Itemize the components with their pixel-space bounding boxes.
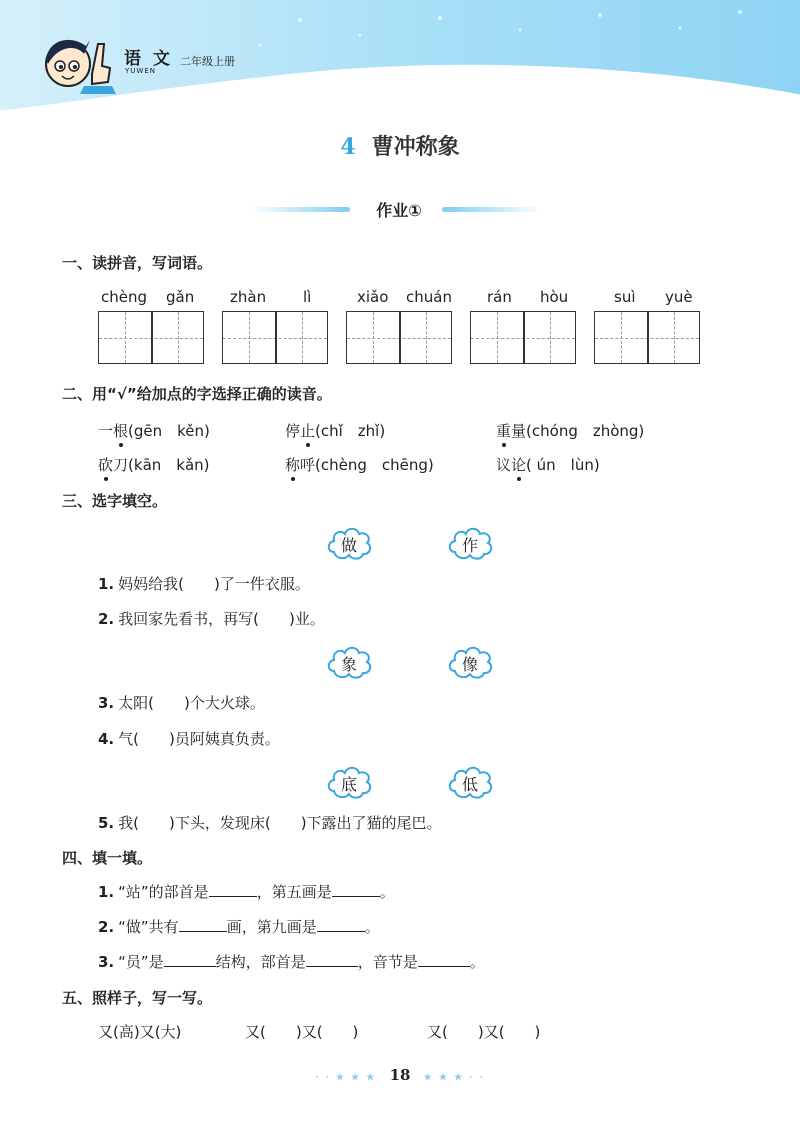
answer-blank[interactable] (317, 930, 365, 932)
answer-blank[interactable] (164, 965, 216, 967)
fill-question-3[interactable]: 3. 太阳( )个大火球。 (98, 694, 265, 712)
answer-blank[interactable] (179, 930, 227, 932)
cloud-char-3b: 低 (447, 763, 493, 801)
cloud-char-2b: 像 (447, 643, 493, 681)
subject-label: 语 文 (124, 49, 173, 69)
fill-question-4[interactable]: 4. 气( )员阿姨真负责。 (98, 730, 280, 748)
writing-box-2[interactable] (222, 311, 328, 364)
reading-item-3[interactable]: 重量(chóng zhòng) (496, 422, 645, 440)
pinyin-5a: suì (614, 288, 636, 306)
star-decoration-right-icon: ★ ★ ★ · · (423, 1073, 485, 1083)
section5-title: 五、照样子，写一写。 (62, 989, 213, 1007)
section2-title: 二、用“√”给加点的字选择正确的读音。 (62, 385, 332, 403)
section1-title: 一、读拼音，写词语。 (62, 254, 213, 272)
writing-box-5[interactable] (594, 311, 700, 364)
answer-blank[interactable] (332, 895, 380, 897)
fill-question-1[interactable]: 1. 妈妈给我( )了一件衣服。 (98, 575, 310, 593)
homework-bar-left (250, 207, 350, 212)
fill-question-5[interactable]: 5. 我( )下头，发现床( )下露出了猫的尾巴。 (98, 814, 442, 832)
phrase-blank-2[interactable]: 又( )又( ) (427, 1023, 541, 1041)
writing-box-1[interactable] (98, 311, 204, 364)
pinyin-3b: chuán (406, 288, 452, 306)
writing-box-3[interactable] (346, 311, 452, 364)
reading-item-6[interactable]: 议论( ún lùn) (496, 456, 600, 474)
homework-header (250, 198, 550, 222)
lesson-name: 曹冲称象 (371, 135, 460, 160)
subject-pinyin: YUWEN (125, 67, 156, 75)
page-footer (0, 1066, 800, 1084)
pinyin-5b: yuè (665, 288, 693, 306)
pinyin-1b: gǎn (166, 288, 195, 306)
cloud-char-3a: 底 (326, 763, 372, 801)
lesson-number: 4 (340, 134, 356, 160)
reading-item-5[interactable]: 称呼(chèng chēng) (285, 456, 434, 474)
answer-blank[interactable] (306, 965, 358, 967)
blank-question-3[interactable]: 3. “员”是 结构，部首是 ，音节是 。 (98, 953, 485, 971)
fill-question-2[interactable]: 2. 我回家先看书，再写( )业。 (98, 610, 325, 628)
reading-item-2[interactable]: 停止(chǐ zhǐ) (285, 422, 386, 440)
section4-title: 四、填一填。 (62, 849, 153, 867)
homework-bar-right (442, 207, 542, 212)
cloud-char-2a: 象 (326, 643, 372, 681)
pinyin-4a: rán (487, 288, 512, 306)
page-number: 18 (389, 1066, 411, 1084)
lesson-title (0, 130, 800, 161)
pinyin-2a: zhàn (230, 288, 267, 306)
star-decoration-left-icon: · · ★ ★ ★ (315, 1073, 377, 1083)
pinyin-4b: hòu (540, 288, 569, 306)
pinyin-2b: lì (303, 288, 312, 306)
grade-label: 二年级上册 (180, 55, 235, 68)
writing-box-4[interactable] (470, 311, 576, 364)
pinyin-3a: xiǎo (357, 288, 389, 306)
pinyin-1a: chèng (101, 288, 148, 306)
homework-title: 作业① (376, 201, 422, 220)
cloud-char-1b: 作 (447, 524, 493, 562)
answer-blank[interactable] (418, 965, 470, 967)
section3-title: 三、选字填空。 (62, 492, 168, 510)
phrase-blank-1[interactable]: 又( )又( ) (245, 1023, 359, 1041)
answer-blank[interactable] (209, 895, 257, 897)
example-phrase: 又(高)又(大) (98, 1023, 182, 1041)
reading-item-4[interactable]: 砍刀(kān kǎn) (98, 456, 210, 474)
cloud-char-1a: 做 (326, 524, 372, 562)
blank-question-1[interactable]: 1. “站”的部首是 ，第五画是 。 (98, 883, 395, 901)
blank-question-2[interactable]: 2. “做”共有 画，第九画是 。 (98, 918, 380, 936)
reading-item-1[interactable]: 一根(gēn kěn) (98, 422, 210, 440)
